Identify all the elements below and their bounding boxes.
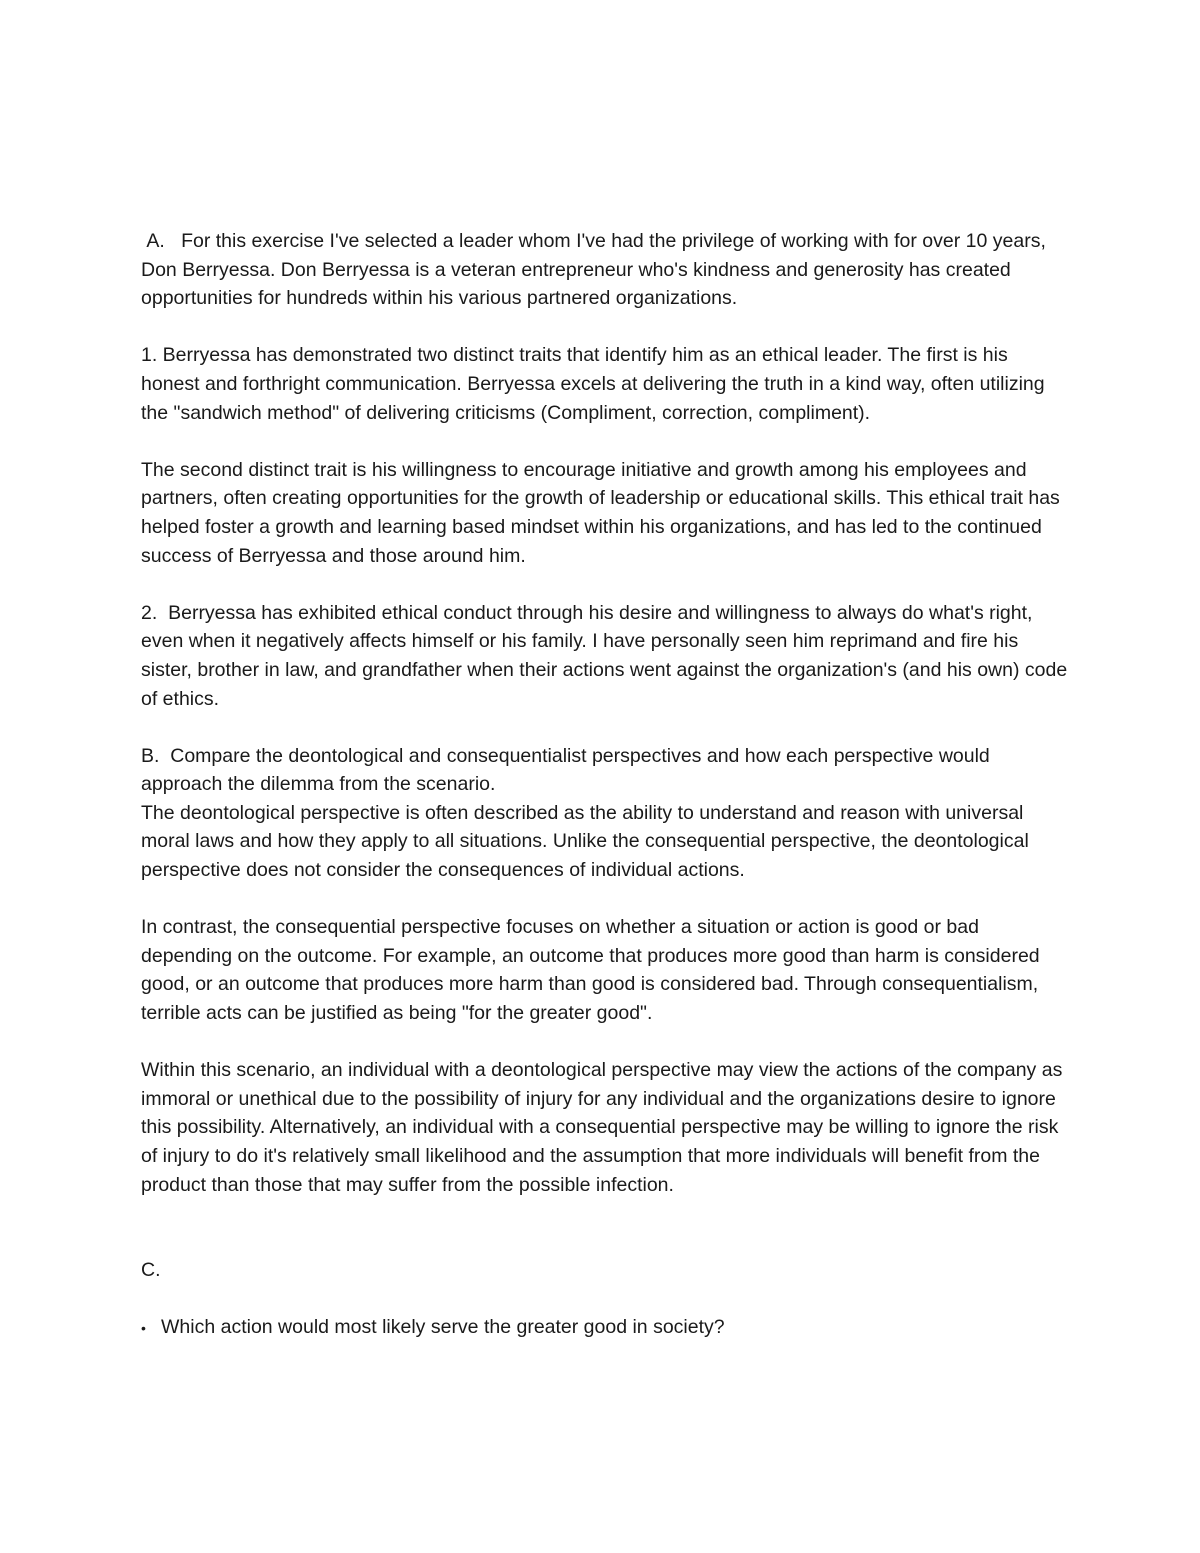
bullet-text: Which action would most likely serve the greater good in society?: [161, 1316, 725, 1339]
bullet-item: [141, 1313, 1071, 1343]
paragraph-conduct: 2. Berryessa has exhibited ethical conduct through his desire and willingness to always do what's right, even when it negatively affects himself or his family. I have personally seen him reprimand and fire his sister, brother in law, and grandfather when their actions went against the organization's (and his own) code of ethics.: [141, 601, 1073, 710]
section-b-prompt: B. Compare the deontological and consequentialist perspectives and how each perspective would approach the dilemma from the scenario.: [141, 744, 996, 796]
paragraph-spacer: [141, 885, 1071, 914]
paragraph-spacer: [141, 1285, 1071, 1314]
paragraph-spacer: [141, 1199, 1071, 1256]
paragraph-spacer: [141, 427, 1071, 456]
bullet-icon: •: [141, 1320, 146, 1337]
paragraph-spacer: [141, 313, 1071, 342]
paragraph-trait-one: 1. Berryessa has demonstrated two distinct traits that identify him as an ethical leader. The first is his honest and forthright communication. Berryessa excels at delivering the truth in a kind way, often utilizing the "sandwich method" of delivering criticisms (Compliment, correction, compliment).: [141, 344, 1051, 424]
section-c-label: C.: [141, 1259, 161, 1282]
paragraph-scenario: Within this scenario, an individual with a deontological perspective may view the actions of the company as immoral or unethical due to the possibility of injury for any individual and the organizations desire to ignore this possibility. Alternatively, an individual with a consequential perspective may be willing to ignore the risk of injury to do it's relatively small likelihood and the assumption that more individuals will benefit from the product than those that may suffer from the possible infection.: [141, 1059, 1068, 1196]
document-body: [141, 227, 1071, 1343]
paragraph-spacer: [141, 1028, 1071, 1057]
paragraph-trait-two: The second distinct trait is his willingness to encourage initiative and growth among his employees and partners, often creating opportunities for the growth of leadership or educational skills. This ethical trait has helped foster a growth and learning based mindset within his organizations, and has led to the continued success of Berryessa and those around him.: [141, 458, 1066, 567]
paragraph-spacer: [141, 570, 1071, 599]
paragraph-spacer: [141, 713, 1071, 742]
paragraph-deontological: The deontological perspective is often described as the ability to understand and reason with universal moral laws and how they apply to all situations. Unlike the consequential perspective, the deontological perspective does not consider the consequences of individual actions.: [141, 801, 1035, 882]
paragraph-consequential: In contrast, the consequential perspective focuses on whether a situation or action is good or bad depending on the outcome. For example, an outcome that produces more good than harm is considered good, or an outcome that produces more harm than good is considered bad. Through consequentialism, terrible acts can be justified as being "for the greater good".: [141, 916, 1046, 1025]
paragraph-intro: A. For this exercise I've selected a leader whom I've had the privilege of working with for over 10 years, Don Berryessa. Don Berryessa is a veteran entrepreneur who's kindness and generosity has created opportunities for hundreds within his various partnered organizations.: [141, 230, 1052, 310]
